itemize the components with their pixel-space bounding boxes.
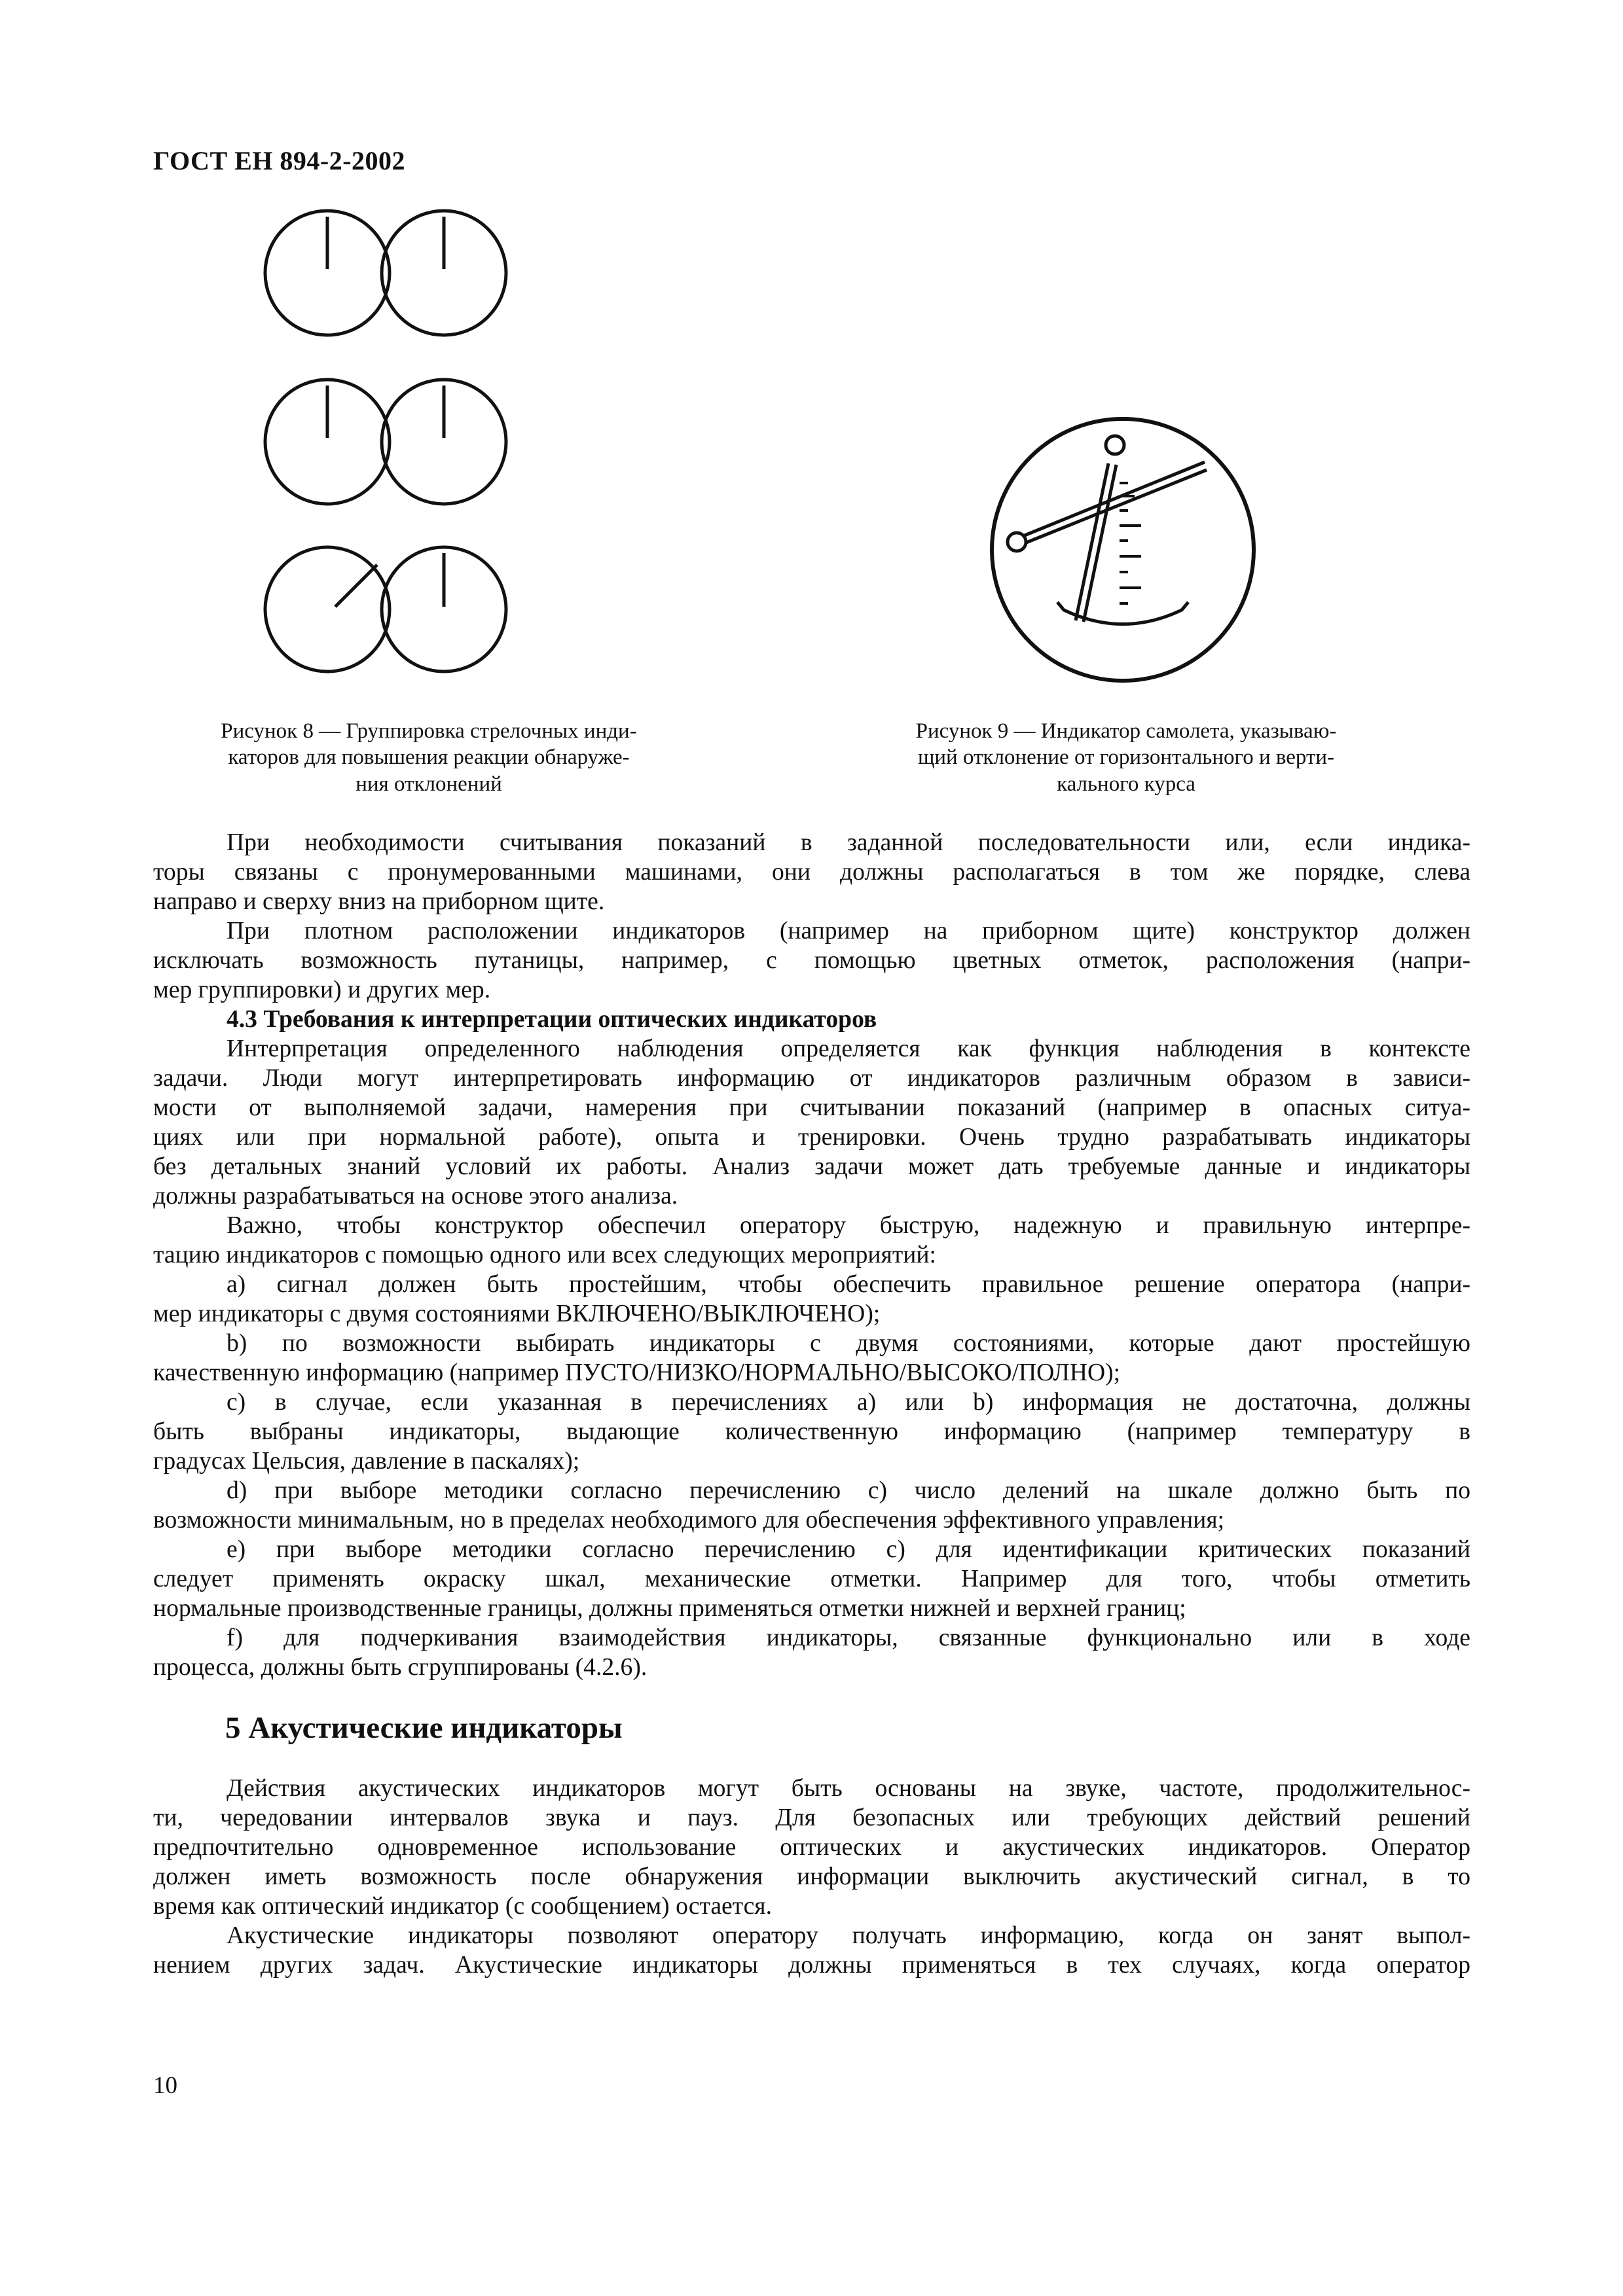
section-heading-4-3: 4.3 Требования к интерпретации оптических индикаторов <box>227 1006 877 1033</box>
list-item-line: f) для подчеркивания взаимодействия индикаторы, связанные функционально или в ходе <box>227 1624 1470 1651</box>
paragraph-line: мости от выполняемой задачи, намерения при считывании показаний (например в опасных ситуа- <box>153 1094 1470 1121</box>
paragraph-line: ти, чередовании интервалов звука и пауз. Для безопасных или требующих действий решений <box>153 1804 1470 1831</box>
figure-8-caption <box>151 718 707 797</box>
paragraph-line: Интерпретация определенного наблюдения определяется как функция наблюдения в контексте <box>227 1035 1470 1062</box>
paragraph-line: нением других задач. Акустические индикаторы должны применяться в тех случаях, когда оператор <box>153 1952 1470 1979</box>
paragraph-line: Действия акустических индикаторов могут быть основаны на звуке, частоте, продолжительнос- <box>227 1775 1470 1802</box>
paragraph-line: направо и сверху вниз на приборном щите. <box>153 888 605 915</box>
dial-indicator <box>265 211 390 335</box>
caption-line: кального курса <box>1057 772 1195 796</box>
figure-8-dial-grid <box>262 206 511 677</box>
section-heading-5: 5 Акустические индикаторы <box>225 1711 623 1745</box>
caption-line: Рисунок 8 — Группировка стрелочных инди- <box>221 719 637 743</box>
vertical-needle <box>1076 436 1124 622</box>
list-item-line: d) при выборе методики согласно перечислению с) число делений на шкале должно быть по <box>227 1477 1470 1504</box>
list-item-line: а) сигнал должен быть простейшим, чтобы обеспечить правильное решение оператора (напри- <box>227 1271 1470 1298</box>
list-item-line: возможности минимальным, но в пределах необходимого для обеспечения эффективного управления; <box>153 1507 1225 1534</box>
paragraph-line: должен иметь возможность после обнаружения информации выключить акустический сигнал, в то <box>153 1863 1470 1890</box>
paragraph-line: задачи. Люди могут интерпретировать информацию от индикаторов различным образом в зависи- <box>153 1065 1470 1092</box>
dial-face <box>265 547 390 672</box>
list-item-line: качественную информацию (например ПУСТО/НИЗКО/НОРМАЛЬНО/ВЫСОКО/ПОЛНО); <box>153 1359 1121 1386</box>
list-item-line: следует применять окраску шкал, механические отметки. Например для того, чтобы отметить <box>153 1566 1470 1592</box>
caption-line: каторов для повышения реакции обнаруже- <box>228 745 630 770</box>
figure-9-caption <box>845 718 1408 797</box>
paragraph-line: мер группировки) и других мер. <box>153 977 491 1003</box>
dial-pointer <box>335 565 377 607</box>
paragraph-line: время как оптический индикатор (с сообщением) остается. <box>153 1893 772 1920</box>
paragraph-line: торы связаны с пронумерованными машинами, они должны располагаться в том же порядке, слева <box>153 859 1470 886</box>
list-item-line: с) в случае, если указанная в перечислениях а) или b) информация не достаточна, должны <box>227 1389 1470 1416</box>
caption-line: ния отклонений <box>356 772 502 796</box>
indicator-face <box>992 419 1254 681</box>
paragraph-line: должны разрабатываться на основе этого анализа. <box>153 1183 678 1210</box>
dial-indicator <box>265 380 390 504</box>
caption-line: щий отклонение от горизонтального и верти- <box>917 745 1335 770</box>
paragraph-line: Акустические индикаторы позволяют оператору получать информацию, когда он занят выпол- <box>227 1922 1470 1949</box>
paragraph-line: Важно, чтобы конструктор обеспечил оператору быструю, надежную и правильную интерпре- <box>227 1212 1470 1239</box>
list-item-line: градусах Цельсия, давление в паскалях); <box>153 1448 580 1475</box>
dial-indicator <box>382 547 506 672</box>
page-number: 10 <box>153 2072 177 2099</box>
paragraph-line: предпочтительно одновременное использование оптических и акустических индикаторов. Оператор <box>153 1834 1470 1861</box>
paragraph-line: циях или при нормальной работе), опыта и тренировки. Очень трудно разрабатывать индикаторы <box>153 1124 1470 1151</box>
list-item-line: мер индикаторы с двумя состояниями ВКЛЮЧЕНО/ВЫКЛЮЧЕНО); <box>153 1300 881 1327</box>
list-item-line: процесса, должны быть сгруппированы (4.2.6). <box>153 1654 647 1681</box>
paragraph-line: без детальных знаний условий их работы. Анализ задачи может дать требуемые данные и индикаторы <box>153 1153 1470 1180</box>
paragraph-line: При необходимости считывания показаний в заданной последовательности или, если индика- <box>227 829 1470 856</box>
dial-indicator <box>382 211 506 335</box>
figure-9-aircraft-indicator <box>985 412 1260 687</box>
list-item-line: е) при выборе методики согласно перечислению с) для идентификации критических показаний <box>227 1536 1470 1563</box>
paragraph-line: При плотном расположении индикаторов (например на приборном щите) конструктор должен <box>227 918 1470 944</box>
list-item-line: нормальные производственные границы, должны применяться отметки нижней и верхней границ; <box>153 1595 1186 1622</box>
page-header-standard-code: ГОСТ ЕН 894-2-2002 <box>153 146 406 175</box>
dial-indicator <box>382 380 506 504</box>
caption-line: Рисунок 9 — Индикатор самолета, указываю- <box>915 719 1337 743</box>
list-item-line: b) по возможности выбирать индикаторы с двумя состояниями, которые дают простейшую <box>227 1330 1470 1357</box>
paragraph-line: тацию индикаторов с помощью одного или всех следующих мероприятий: <box>153 1242 936 1268</box>
body-text <box>153 828 1470 1980</box>
paragraph-line: исключать возможность путаницы, например, с помощью цветных отметок, расположения (напри- <box>153 947 1470 974</box>
dial-indicator-deviated <box>265 547 390 672</box>
list-item-line: быть выбраны индикаторы, выдающие количественную информацию (например температуру в <box>153 1418 1470 1445</box>
